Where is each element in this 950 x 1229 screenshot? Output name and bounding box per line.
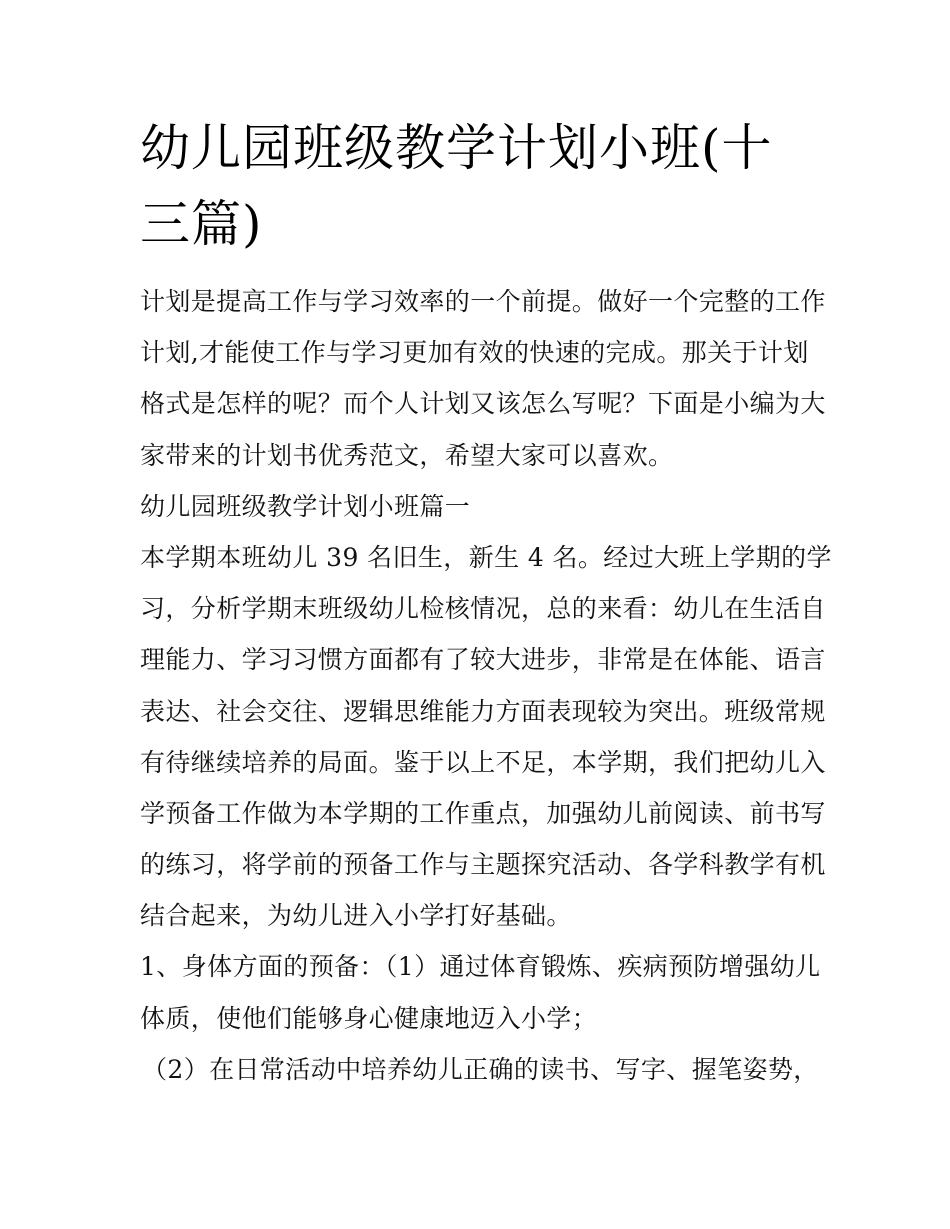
list-item-line: （2）在日常活动中培养幼儿正确的读书、写字、握笔姿势， <box>142 1054 819 1084</box>
paragraph-line: 计划是提高工作与学习效率的一个前提。做好一个完整的工作 <box>140 287 826 316</box>
paragraph-line: 计划,才能使工作与学习更加有效的快速的完成。那关于计划 <box>140 338 809 368</box>
document-body <box>140 276 832 1095</box>
paragraph-line: 习，分析学期末班级幼儿检核情况，总的来看：幼儿在生活自 <box>140 594 826 624</box>
section-heading: 幼儿园班级教学计划小班篇一 <box>140 491 471 521</box>
paragraph-line: 本学期本班幼儿 39 名旧生，新生 4 名。经过大班上学期的学 <box>140 542 832 572</box>
paragraph-line: 理能力、学习习惯方面都有了较大进步，非常是在体能、语言 <box>140 645 826 675</box>
paragraph-line: 结合起来，为幼儿进入小学打好基础。 <box>140 901 572 931</box>
paragraph-line: 表达、社会交往、逻辑思维能力方面表现较为突出。班级常规 <box>140 696 826 726</box>
paragraph-line: 的练习，将学前的预备工作与主题探究活动、各学科教学有机 <box>140 850 826 880</box>
paragraph-line: 家带来的计划书优秀范文，希望大家可以喜欢。 <box>140 440 674 470</box>
list-item-line: 1、身体方面的预备：（1）通过体育锻炼、疾病预防增强幼儿 <box>140 952 821 982</box>
paragraph-line: 有待继续培养的局面。鉴于以上不足，本学期，我们把幼儿入 <box>140 747 826 777</box>
document-title: 幼儿园班级教学计划小班(十三篇) <box>140 119 773 253</box>
paragraph-line: 格式是怎样的呢？而个人计划又该怎么写呢？下面是小编为大 <box>140 389 826 419</box>
list-item-line: 体质，使他们能够身心健康地迈入小学； <box>140 1003 598 1033</box>
paragraph-line: 学预备工作做为本学期的工作重点，加强幼儿前阅读、前书写 <box>140 798 826 828</box>
